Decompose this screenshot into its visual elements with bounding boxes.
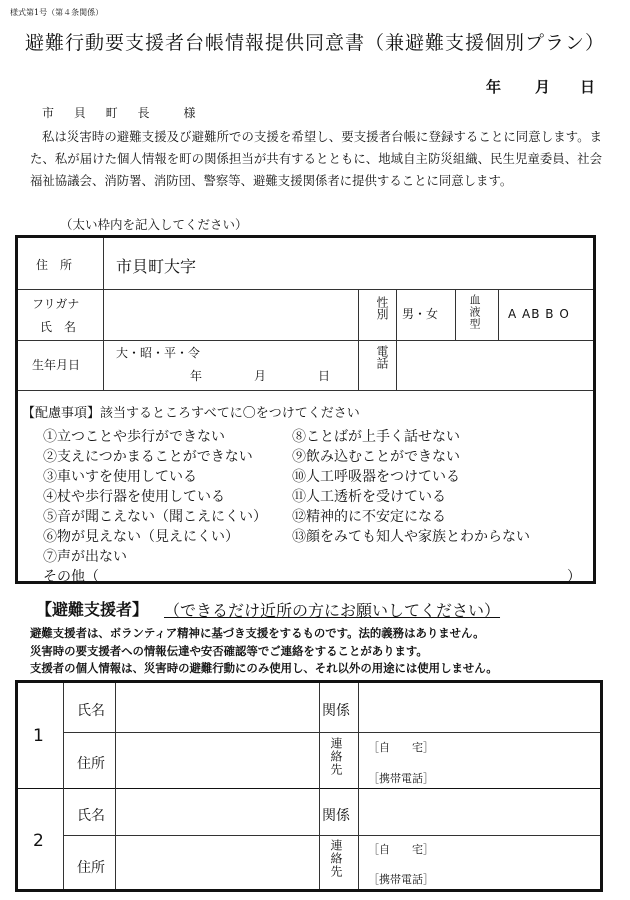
supporter-2-relation-label: 関係	[322, 808, 350, 824]
applicant-info-box	[15, 235, 596, 584]
care-option-2[interactable]: ②支えにつかまることができない	[43, 449, 253, 465]
care-option-3[interactable]: ③車いすを使用している	[43, 469, 197, 485]
supporter-1-contact-label: 連絡先	[329, 737, 343, 776]
supporter-1-number: 1	[33, 726, 44, 746]
address-label: 住 所	[36, 258, 73, 272]
care-option-4[interactable]: ④杖や歩行器を使用している	[43, 489, 225, 505]
supporter-2-address-field[interactable]	[117, 837, 317, 888]
supporter-2-name-label: 氏名	[77, 808, 105, 824]
supporter-section-title: 【避難支援者】	[36, 600, 149, 619]
supporter-1-address-label: 住所	[77, 756, 105, 772]
birth-day-label: 日	[318, 369, 331, 383]
supporter-2-home-phone[interactable]: ［自 宅］	[368, 843, 434, 856]
supporter-1-name-label: 氏名	[77, 703, 105, 719]
form-number-label: 様式第1号（第４条関係）	[10, 8, 104, 17]
supporter-1-mobile-phone[interactable]: ［携帯電話］	[368, 772, 434, 785]
birth-year-label: 年	[190, 369, 203, 383]
care-option-6[interactable]: ⑥物が見えない（見えにくい）	[43, 529, 239, 545]
addressee-honorific: 様	[183, 106, 204, 120]
care-option-13[interactable]: ⑬顔をみても知人や家族とわからない	[292, 529, 530, 545]
supporter-2-number: 2	[33, 831, 44, 851]
name-label: 氏 名	[40, 320, 77, 334]
care-option-11[interactable]: ⑪人工透析を受けている	[292, 489, 446, 505]
care-option-10[interactable]: ⑩人工呼吸器をつけている	[292, 469, 460, 485]
addressee	[42, 104, 203, 121]
supporter-notice-3: 支援者の個人情報は、災害時の避難行動にのみ使用し、それ以外の用途には使用しません。	[30, 661, 498, 675]
blood-type-label: 血液型	[468, 294, 481, 330]
care-heading: 【配慮事項】該当するところすべてに〇をつけてください	[22, 406, 360, 421]
supporter-1-relation-label: 関係	[322, 703, 350, 719]
addressee-name: 市 貝 町 長	[42, 106, 158, 120]
care-option-5[interactable]: ⑤音が聞こえない（聞こえにくい）	[43, 509, 267, 525]
date-year-label: 年	[486, 78, 502, 96]
care-option-7[interactable]: ⑦声が出ない	[43, 549, 127, 565]
care-other-close: ）	[567, 569, 581, 585]
supporter-notice-2: 災害時の要支援者への情報伝達や安否確認等でご連絡をすることがあります。	[30, 644, 428, 658]
supporter-1-name-field[interactable]	[117, 684, 317, 731]
consent-statement: 私は災害時の避難支援及び避難所での支援を希望し、要支援者台帳に登録することに同意します。また、私が届けた個人情報を町の関係担当が共有するとともに、地域自主防災組織、民生児童委員、社会福祉協議会、消防署、消防団、警察等、避難支援関係者に提供することに同意します。	[30, 129, 602, 188]
care-option-8[interactable]: ⑧ことばが上手く話せない	[292, 429, 460, 445]
address-field[interactable]: 市貝町大字	[116, 257, 197, 276]
supporter-2-name-field[interactable]	[117, 790, 317, 834]
supporter-section-subtitle: （できるだけ近所の方にお願いしてください）	[164, 601, 501, 620]
phone-label: 電話	[375, 345, 389, 369]
supporter-2-address-label: 住所	[77, 860, 105, 876]
supporter-2-contact-label: 連絡先	[329, 839, 343, 878]
sex-label: 性別	[375, 296, 389, 320]
date-month-label: 月	[535, 78, 551, 96]
date-day-label: 日	[580, 78, 596, 96]
document-title: 避難行動要支援者台帳情報提供同意書（兼避難支援個別プラン）	[24, 32, 605, 54]
furigana-label: フリガナ	[32, 297, 80, 311]
fill-instruction: （太い枠内を記入してください）	[60, 217, 248, 232]
supporter-table	[15, 680, 603, 892]
supporter-1-home-phone[interactable]: ［自 宅］	[368, 741, 434, 754]
supporter-1-relation-field[interactable]	[360, 684, 598, 731]
birth-month-label: 月	[254, 369, 267, 383]
phone-field[interactable]	[398, 341, 592, 389]
sex-options[interactable]: 男・女	[402, 307, 439, 321]
era-options[interactable]: 大・昭・平・令	[116, 346, 201, 360]
supporter-2-mobile-phone[interactable]: ［携帯電話］	[368, 873, 434, 886]
blood-type-options[interactable]: A AB B O	[508, 307, 570, 321]
birthdate-label: 生年月日	[32, 358, 81, 372]
supporter-1-address-field[interactable]	[117, 734, 317, 787]
name-field[interactable]	[105, 290, 357, 339]
care-option-12[interactable]: ⑫精神的に不安定になる	[292, 509, 446, 525]
care-other-label[interactable]: その他（	[43, 569, 99, 585]
supporter-notice-1: 避難支援者は、ボランティア精神に基づき支援をするものです。法的義務はありません。	[30, 626, 485, 640]
care-option-9[interactable]: ⑨飲み込むことができない	[292, 449, 460, 465]
supporter-2-relation-field[interactable]	[360, 790, 598, 834]
care-option-1[interactable]: ①立つことや歩行ができない	[43, 429, 225, 445]
